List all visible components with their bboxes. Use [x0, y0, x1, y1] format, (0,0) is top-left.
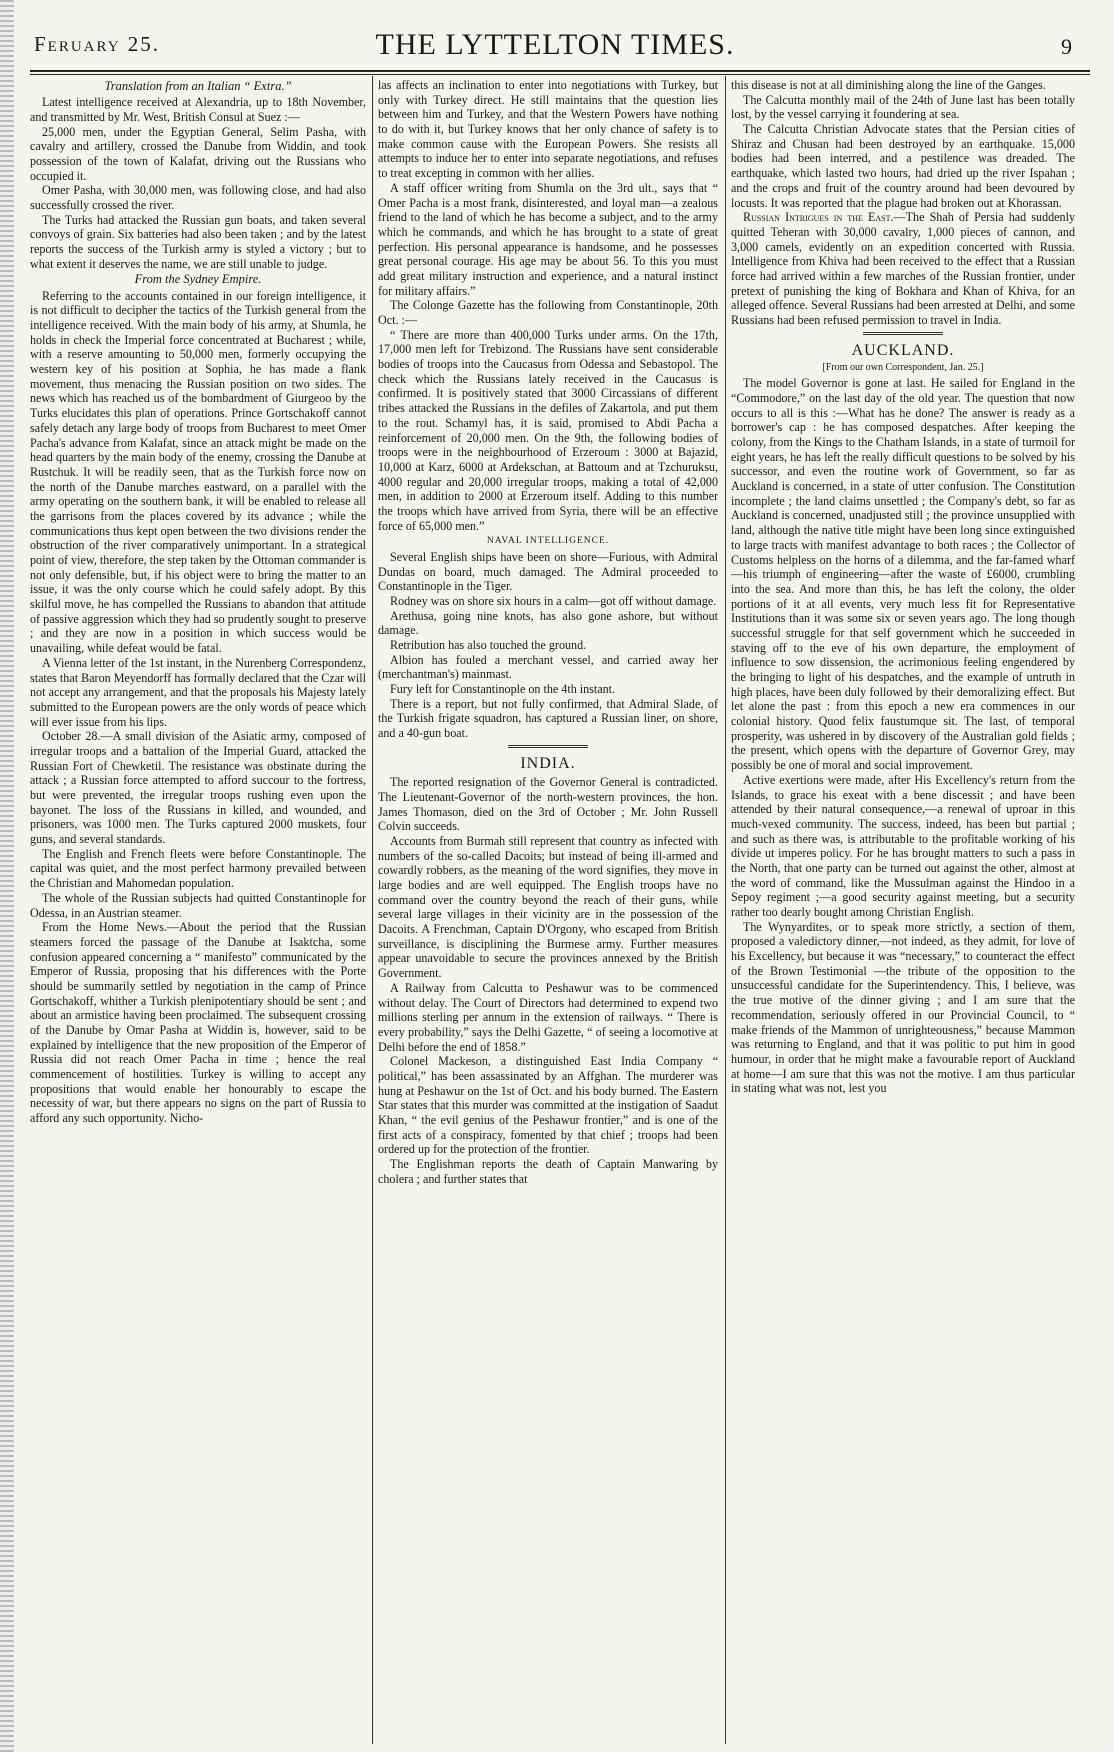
- paragraph: 25,000 men, under the Egyptian General, Selim Pasha, with cavalry and artillery, crossed the Danube from Widdin, and took possession of the town of Kalafat, driving out the Russians who occupied it.: [30, 124, 366, 183]
- column-1: [30, 78, 366, 1744]
- section-heading: INDIA.: [520, 754, 576, 772]
- section-subheading: NAVAL INTELLIGENCE.: [486, 536, 610, 547]
- paragraph-run-in-heading: Russian Intrigues in the East.: [743, 210, 894, 225]
- paragraph: The Wynyardites, or to speak more strictly, a section of them, proposed a valedictory dinner,—not indeed, as they admit, for love of his Excellency, but because it was “necessary,” to counteract the effect of the Brown Testimonial —the tribute of the opposition to the unsuccessful candidate for the Superintendency. This, I believe, was the true motive of the dinner giving ; and I am sure that the recommendation, seriously offered in our Provincial Council, to “ make friends of the Mammon of unrighteousness,” because Mammon was returning to England, and that it was politic to put him in good humour, in order that he might make a favourable report of Auckland at home—I am sure that this was not the motive. I am thus particular in stating what was not, lest you: [731, 919, 1075, 1096]
- paragraph: Omer Pasha, with 30,000 men, was following close, and had also successfully crossed the river.: [30, 183, 366, 212]
- paragraph: las affects an inclination to enter into negotiations with Turkey, but only with Turkey direct. He still maintains that the question lies between him and Turkey, and that the Western Powers have nothing to do with it, but Turkey knows that her only chance of safety is to make common cause with the European Powers. She resists all attempts to induce her to enter into separate negotiations, and refuses to treat excepting in common with her allies.: [378, 78, 718, 181]
- column-2: [378, 78, 718, 1744]
- paragraph: Fury left for Constantinople on the 4th instant.: [390, 682, 616, 697]
- paragraph: A Railway from Calcutta to Peshawur was to be commenced without delay. The Court of Directors had determined to expend two millions sterling per annum in the extension of railways. “ There is every probability,” says the Delhi Gazette, “ of seeing a locomotive at Delhi before the end of 1858.”: [378, 980, 718, 1054]
- paragraph: The Calcutta monthly mail of the 24th of June last has been totally lost, by the vessel carrying it foundering at sea.: [731, 92, 1075, 122]
- paragraph: The whole of the Russian subjects had quitted Constantinople for Odessa, in an Austrian steamer.: [30, 890, 366, 920]
- page-header: [30, 26, 1080, 68]
- paragraph: October 28.—A small division of the Asiatic army, composed of irregular troops and a battalion of the Imperial Guard, attacked the Russian Fort of Chewketil. The resistance was obstinate during the attack ; a Russian force attempted to afford succour to the fortress, but were prevented, the irregular troops rushing even upon the bayonet. The loss of the Russians in killed, and wounded, and prisoners, was 1000 men. The Turks captured 2000 muskets, four guns, and several standards.: [30, 729, 366, 847]
- paragraph: Accounts from Burmah still represent that country as infected with numbers of the so-called Dacoits; but instead of being ill-armed and cowardly robbers, as the meaning of the word signifies, they move in large bodies and are well equipped. The English troops have no command over the country beyond the reach of their guns, while several large villages in their vicinity are in the possession of the Dacoits. A Frenchman, Captain D'Orgony, who escaped from British surveillance, is disciplining the Burmese army. Further measures appear unavoidable to secure the provinces annexed by the British Government.: [378, 833, 718, 981]
- column-divider: [372, 76, 373, 1744]
- paragraph-body: —The Shah of Persia had suddenly quitted Teheran with 30,000 cavalry, 1,000 pieces of cannon, and 3,000 camels, evidently on an expedition concerted with Russia. Intelligence from Khiva had been received to the effect that a Russian force had arrived within a few marches of the Russian frontier, under pretext of punishing the king of Bokhara and Khan of Khiva, for an alleged offence. Several Russians had been arrested at Delhi, and some Russians had been refused permission to travel in India.: [731, 210, 1075, 327]
- paragraph: Referring to the accounts contained in our foreign intelligence, it is not difficult to decipher the tactics of the Turkish general from the intelligence received. With the main body of his army, at Shumla, he holds in check the Imperial force concentrated at Bucharest ; while, with a reserve amounting to 50,000 men, formerly occupying the western key of his position at Sophia, he has made a flank movement, thus menacing the Russian position on two sides. The news which has reached us of the bombardment of Giurgeoo by the Turks elucidates this plan of operations. Prince Gortschakoff cannot safely detach any large body of troops from Bucharest to meet Omer Pacha's advance from Kalafat, since an attack might be made on the head quarters by the main body of the enemy, crossing the Danube at Rustchuk. It will be readily seen, that as the Turkish force now on the north of the Danube marches eastward, on a parallel with the army operating on the southern bank, it will be enabled to release all the garrisons from the places covered by its advance ; while the communications thus kept open between the two divisions render the obstruction of the river comparatively unimportant. In a strategical point of view, therefore, the step taken by the Ottoman commander is not only defensible, but, if his object were to bring the matter to an issue, it was the only course which he could safely adopt. By this skilful move, he has compelled the Russians to abandon that attitude of passive aggression which they had so prudently sought to preserve ; and they are now in a position in which success would be unavailing, while defeat would be fatal.: [30, 288, 366, 656]
- paragraph: There is a report, but not fully confirmed, that Admiral Slade, of the Turkish frigate squadron, has captured a Russian liner, on shore, and a 40-gun boat.: [378, 696, 718, 741]
- paragraph: “ There are more than 400,000 Turks under arms. On the 17th, 17,000 men left for Trebizond. The Russians have sent considerable bodies of troops into the Caucasus from Odessa and Sebastopol. The check which the Russians lately received in the Caucasus is confirmed. It is positively stated that 3000 Circassians of different tribes attacked the Russians in the defiles of Zakartola, and put them to the rout. Schamyl has, it is said, promised to Abdi Pacha a reinforcement of 20,000 men. On the 9th, the following bodies of troops were in the neighbourhood of Erzeroum : 3000 at Bajazid, 10,000 at Karz, 6000 at Ardekschan, at Battoum and at Tzchuruksu, 4000 regular and 20,000 irregular troops, making a total of 42,000 men, in addition to 2000 at Erzeroum itself. Adding to this number the troops which have arrived from Syria, there will be an effective force of 65,000 men.”: [378, 327, 718, 533]
- paragraph: The Englishman reports the death of Captain Manwaring by cholera ; and further states that: [378, 1157, 718, 1186]
- paragraph: Arethusa, going nine knots, has also gone ashore, but without damage.: [378, 608, 718, 638]
- section-heading: AUCKLAND.: [851, 341, 955, 359]
- paragraph: Albion has fouled a merchant vessel, and carried away her (merchantman's) mainmast.: [378, 652, 718, 682]
- binding-edge: [0, 0, 14, 1752]
- paragraph: The Calcutta Christian Advocate states that the Persian cities of Shiraz and Chusan had been destroyed by an earthquake. 15,000 bodies had been interred, and a pestilence was dreaded. The earthquake, which lasted two hours, had dried up the river Ispahan ; and the crops and fruit of the country around had been devoured by locusts. It was reported that the plague had broken out at Khorassan.: [731, 122, 1075, 210]
- paragraph: [731, 210, 1075, 328]
- paragraph: A Vienna letter of the 1st instant, in the Nurenberg Correspondenz, states that Baron Meyendorff has formally declared that the Czar will not accept any arrangement, and that the proposals his Majesty lately submitted to the European powers are the only words of peace which will ever issue from his lips.: [30, 655, 366, 729]
- article-subheading: Translation from an Italian “ Extra.”: [104, 79, 292, 93]
- paragraph: A staff officer writing from Shumla on the 3rd ult., says that “ Omer Pacha is a most frank, disinterested, and loyal man—a zealous friend to the land of which he has become a subject, and to the army which he commands, and which he has brought to a state of great perfection. His personal appearance is handsome, and he possesses great personal courage. His age may be about 56. To this you must add great military instruction and experience, and a natural instinct for military affairs.”: [378, 180, 718, 298]
- paragraph: Active exertions were made, after His Excellency's return from the Islands, to grace his exeat with a bene discessit ; and have been attended by their natural consequence,—a renewal of uproar in this much-vexed community. The success, indeed, has been but partial ; and such as there was, is attributable to the profitable working of his divide ut imperes policy. For he has brought matters to such a pass in the North, that one party can be turned out against the other, almost at the word of command, like the Mussulman against the Hindoo in a Sepoy regiment ;—a good security against meeting, but a security rather too dearly bought among Christian English.: [731, 772, 1075, 920]
- paragraph: From the Home News.—About the period that the Russian steamers forced the passage of the Danube at Isaktcha, some confusion appeared concerning a “ manifesto” communicated by the Emperor of Russia, proposing that his differences with the Porte should be summarily settled by negotiation in the camp of Prince Gortschakoff, whither a Turkish plenipotentiary should be sent ; and about an armistice having been proclaimed. The subsequent crossing of the Danube by Omar Pasha at Widdin is, however, said to be explained by intelligence that the new proposition of the Emperor of Russia did not reach Omer Pacha in time ; hence the real commencement of hostilities. Turkey is willing to accept any propositions that would enable her honourably to escape the necessity of war, but there appears no signs on the part of Russia to afford any such opportunity. Nicho-: [30, 920, 366, 1126]
- paragraph: this disease is not at all diminishing along the line of the Ganges.: [731, 78, 1046, 92]
- paragraph: The model Governor is gone at last. He sailed for England in the “Commodore,” on the last day of the old year. The question that now occurs to all is this :—What has he done? The answer is ready as a borrower's cap : he has composed despatches. After keeping the colony, from the Kings to the Chatham Islands, in a state of turmoil for eight years, he has left the really difficult questions to be solved by his successor, and even the routine work of Government, so far as Auckland is concerned, in a state of utter confusion. The Constitution incomplete ; the land claims unsettled ; the Company's debt, so far as Auckland is concerned, unadjusted still ; the province unsupplied with land, although the native title might have been long since extinguished to large tracts with manifest advantage to both races ; the Collector of Customs helpless on the horns of a dilemma, and the far-famed wharf—his triumph of engineering—after the waste of £6000, crumbling into the sea. And more than this, he has left the colony, the older portions of it at all events, very much less fit for Representative Institutions than it was some six or seven years ago. The long though successful struggle for that self government which he succeeded in staving off to the eve of his own departure, the employment of influence to sow dissension, the acrimonious feeling engendered by the bringing to light of his despatches, and the example of untruth in high places, have been duly followed by their demoralizing effect. But let alone the past : from this epoch a new era commences in our colonial history. Quod felix faustumque sit. The last, of temporal prosperity, was ushered in by discovery of the Australian gold fields ; the present, which opens with the departure of Governor Grey, may possibly be one of moral and social improvement.: [731, 376, 1075, 773]
- paragraph: Retribution has also touched the ground.: [390, 637, 587, 652]
- section-rule: [863, 332, 943, 335]
- paragraph: Rodney was on shore six hours in a calm—got off without damage.: [390, 593, 717, 608]
- paragraph: The Turks had attacked the Russian gun boats, and taken several convoys of grain. Six batteries had also been taken ; and by the latest reports the success of the Turkish army is styled a victory ; but to what extent it deserves the name, we are still unable to judge.: [30, 212, 366, 271]
- header-rule-bottom: [30, 74, 1090, 75]
- paragraph: Colonel Mackeson, a distinguished East India Company “ political,” has been assassinated by an Affghan. The murderer was hung at Peshawur on the 1st of Oct. and his body burned. The Eastern Star states that this murder was committed at the instigation of Saadut Khan, “ the evil genius of the Peshawur frontier,” and is one of the first acts of a conspiracy, fomented by that chief ; troops had been ordered up for the protection of the frontier.: [378, 1054, 718, 1157]
- newspaper-title: THE LYTTELTON TIMES.: [375, 28, 735, 61]
- column-3: [731, 78, 1075, 1744]
- page-number: 9: [1061, 34, 1072, 59]
- column-divider: [725, 76, 726, 1744]
- article-subheading: From the Sydney Empire.: [134, 272, 262, 287]
- paragraph: The Colonge Gazette has the following from Constantinople, 20th Oct. :—: [378, 298, 718, 327]
- paragraph: Latest intelligence received at Alexandria, up to 18th November, and transmitted by Mr. West, British Consul at Suez :—: [30, 95, 366, 124]
- correspondent-note: [From our own Correspondent, Jan. 25.]: [822, 362, 984, 374]
- paragraph: The reported resignation of the Governor General is contradicted. The Lieutenant-Governor of the north-western provinces, the hon. James Thomason, died on the 3rd of October ; Mr. John Russell Colvin succeeds.: [378, 775, 718, 834]
- paragraph: The English and French fleets were before Constantinople. The capital was quiet, and the most perfect harmony prevailed between the Christian and Mahomedan population.: [30, 846, 366, 891]
- section-rule: [508, 745, 588, 748]
- issue-date: Feruary 25.: [34, 32, 161, 56]
- header-rule-top: [30, 70, 1090, 72]
- paragraph: Several English ships have been on shore—Furious, with Admiral Dundas on board, much damaged. The Admiral proceeded to Constantinople in the Tiger.: [378, 549, 718, 594]
